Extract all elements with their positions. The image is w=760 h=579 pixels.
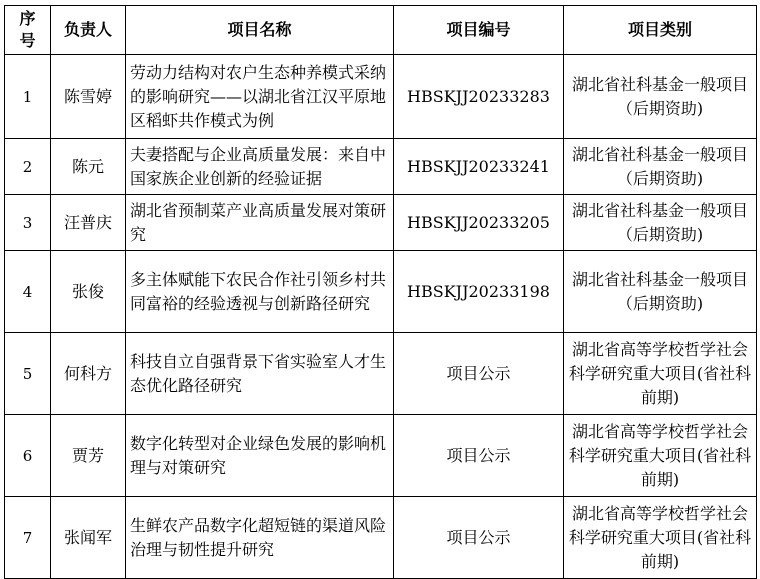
row-person: 张俊 (51, 251, 126, 333)
row-project-name: 科技自立自强背景下省实验室人才生态优化路径研究 (126, 333, 394, 415)
header-row (5, 6, 757, 55)
row-person: 陈元 (51, 139, 126, 195)
row-project-code: HBSKJJ20233198 (394, 251, 564, 333)
table-row (5, 195, 757, 251)
header-project-category: 项目类别 (564, 6, 757, 55)
row-seq: 7 (5, 497, 51, 579)
row-project-code: 项目公示 (394, 497, 564, 579)
row-project-code: HBSKJJ20233283 (394, 55, 564, 139)
row-project-code: HBSKJJ20233241 (394, 139, 564, 195)
row-seq: 4 (5, 251, 51, 333)
table-row (5, 251, 757, 333)
row-project-category: 湖北省高等学校哲学社会科学研究重大项目(省社科前期) (564, 333, 757, 415)
row-seq: 5 (5, 333, 51, 415)
row-project-category: 湖北省高等学校哲学社会科学研究重大项目(省社科前期) (564, 415, 757, 497)
row-person: 汪普庆 (51, 195, 126, 251)
header-seq (5, 6, 51, 55)
header-seq-line2: 号 (19, 31, 36, 50)
table-row (5, 333, 757, 415)
row-project-code: HBSKJJ20233205 (394, 195, 564, 251)
row-project-category: 湖北省高等学校哲学社会科学研究重大项目(省社科前期) (564, 497, 757, 579)
row-project-name: 湖北省预制菜产业高质量发展对策研究 (126, 195, 394, 251)
header-project-name: 项目名称 (126, 6, 394, 55)
header-person: 负责人 (51, 6, 126, 55)
row-seq: 1 (5, 55, 51, 139)
row-project-category: 湖北省社科基金一般项目（后期资助) (564, 55, 757, 139)
header-seq-line1: 序 (19, 9, 36, 28)
row-seq: 2 (5, 139, 51, 195)
row-project-code: 项目公示 (394, 333, 564, 415)
row-person: 贾芳 (51, 415, 126, 497)
row-project-name: 夫妻搭配与企业高质量发展：来自中国家族企业创新的经验证据 (126, 139, 394, 195)
row-project-name: 数字化转型对企业绿色发展的影响机理与对策研究 (126, 415, 394, 497)
row-project-category: 湖北省社科基金一般项目（后期资助) (564, 195, 757, 251)
projects-table (4, 5, 757, 579)
row-seq: 3 (5, 195, 51, 251)
table-row (5, 415, 757, 497)
header-project-code: 项目编号 (394, 6, 564, 55)
row-project-code: 项目公示 (394, 415, 564, 497)
row-project-category: 湖北省社科基金一般项目（后期资助) (564, 139, 757, 195)
row-project-name: 多主体赋能下农民合作社引领乡村共同富裕的经验透视与创新路径研究 (126, 251, 394, 333)
row-project-category: 湖北省社科基金一般项目（后期资助) (564, 251, 757, 333)
table-row (5, 139, 757, 195)
table-row (5, 497, 757, 579)
row-seq: 6 (5, 415, 51, 497)
table-row (5, 55, 757, 139)
row-project-name: 生鲜农产品数字化超短链的渠道风险治理与韧性提升研究 (126, 497, 394, 579)
row-person: 张闻军 (51, 497, 126, 579)
row-person: 陈雪婷 (51, 55, 126, 139)
row-project-name: 劳动力结构对农户生态种养模式采纳的影响研究——以湖北省江汉平原地区稻虾共作模式为例 (126, 55, 394, 139)
row-person: 何科方 (51, 333, 126, 415)
